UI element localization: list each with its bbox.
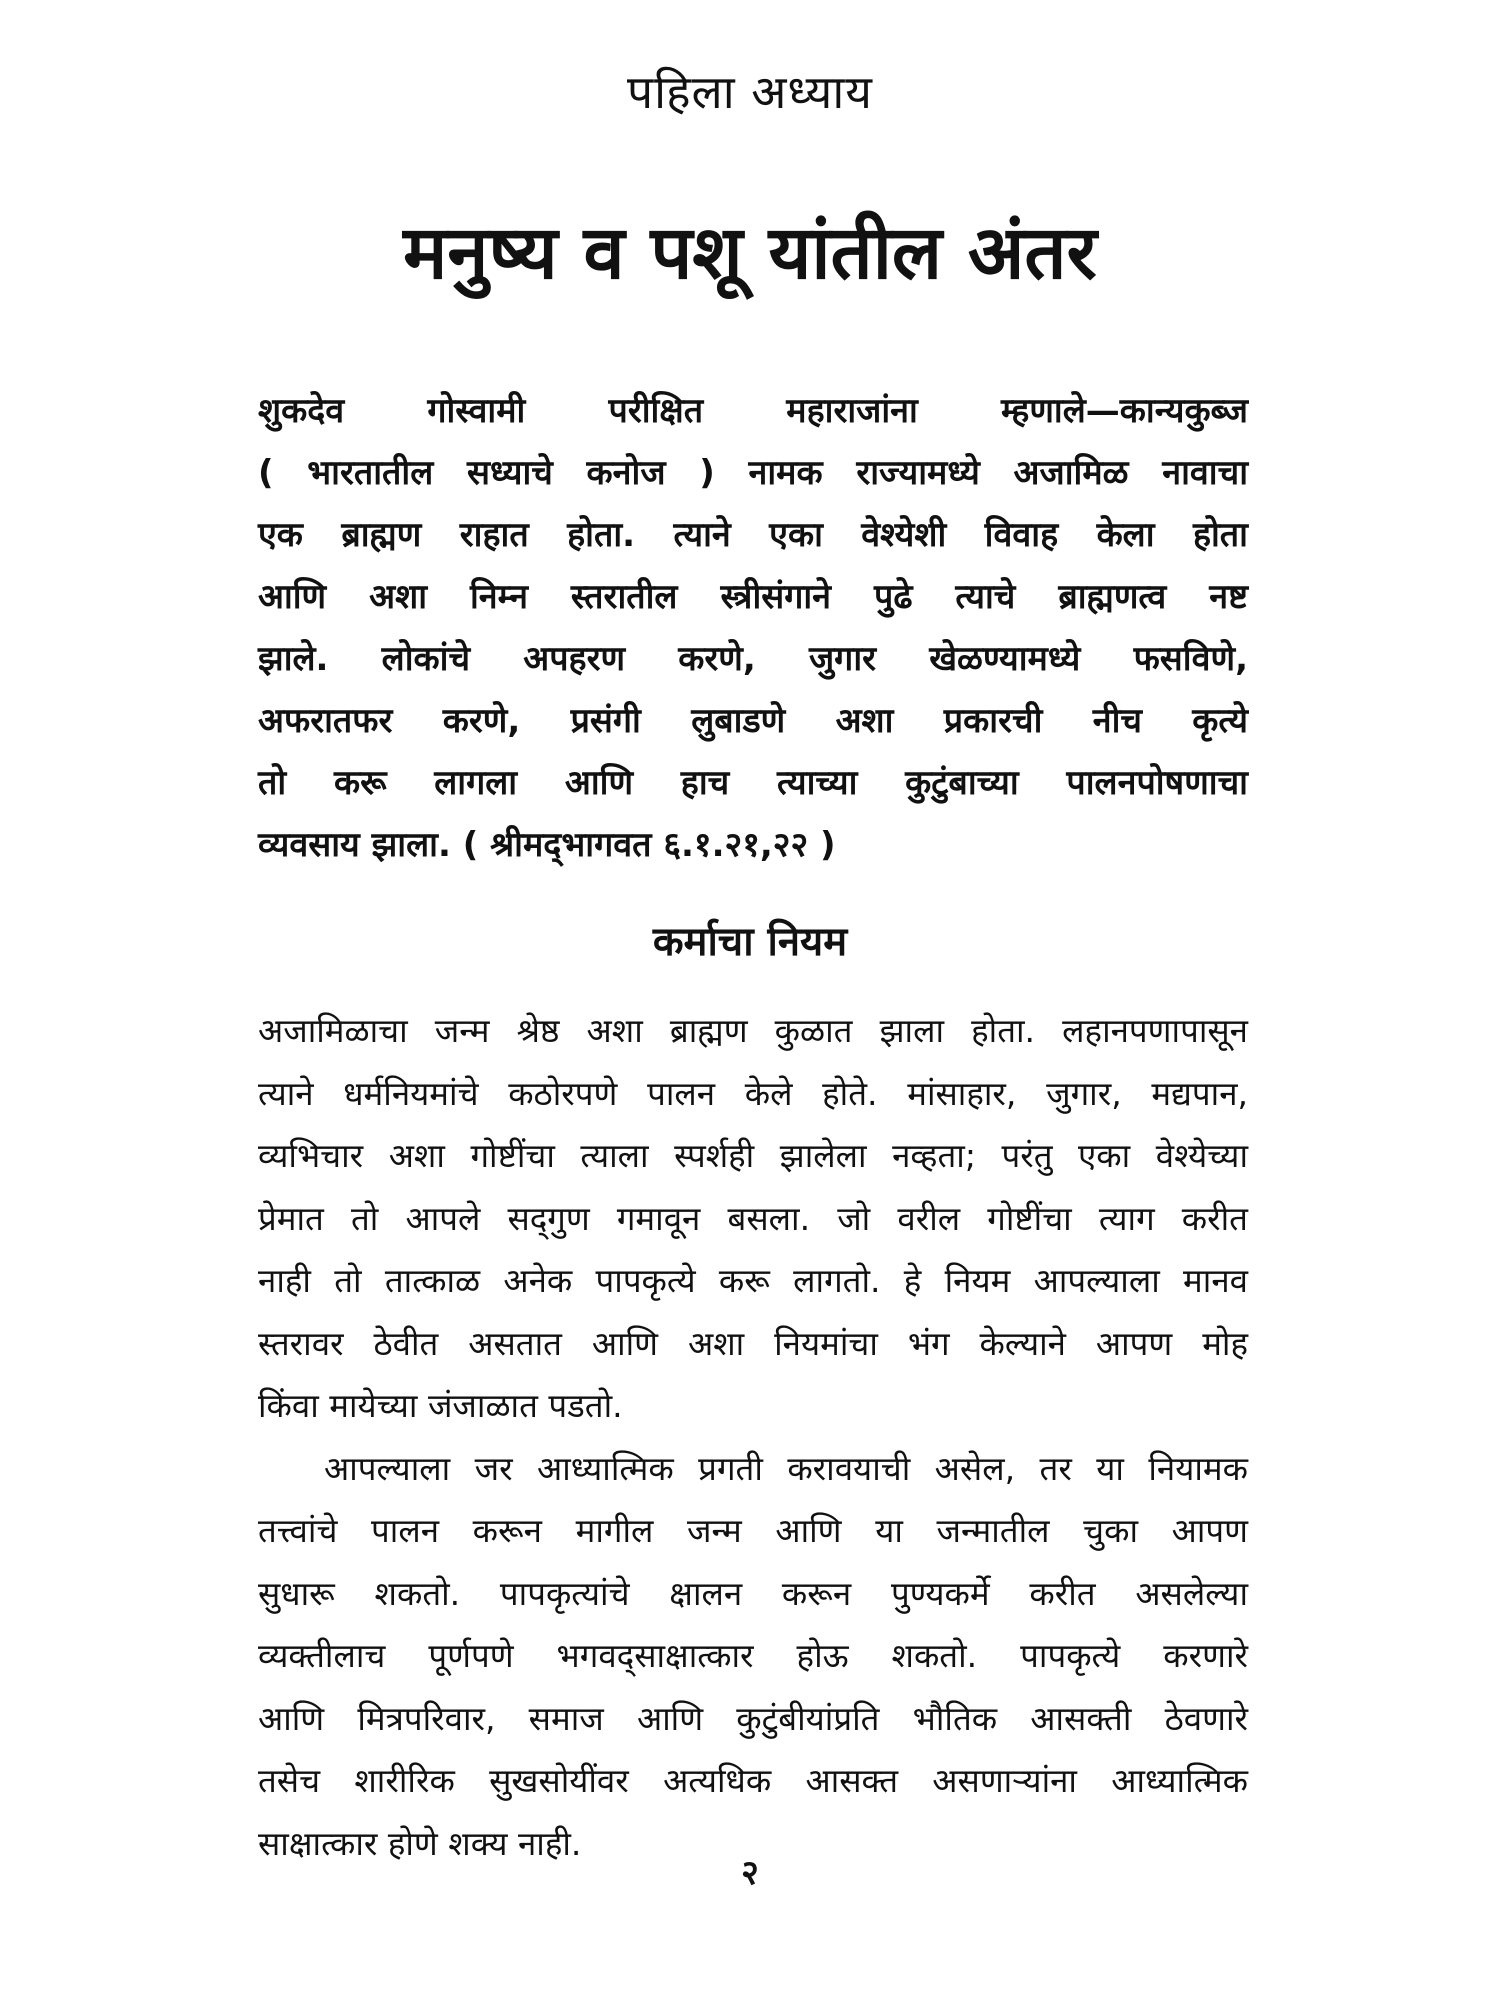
intro-line: शुकदेव गोस्वामी परीक्षित महाराजांना म्हणाले—कान्यकुब्ज — [258, 391, 1248, 431]
body-line: प्रेमात तो आपले सद्‌गुण गमावून बसला. जो वरील गोष्टींचा त्याग करीत — [258, 1198, 1248, 1238]
section-body — [258, 1000, 1248, 1875]
body-line: सुधारू शकतो. पापकृत्यांचे क्षालन करून पुण्यकर्मे करीत असलेल्या — [258, 1573, 1248, 1613]
intro-line: व्यवसाय झाला. ( श्रीमद्‌भागवत ६.१.२१,२२ ) — [258, 825, 836, 865]
intro-line: एक ब्राह्मण राहात होता. त्याने एका वेश्येशी विवाह केला होता — [258, 515, 1248, 555]
intro-line: ( भारतातील सध्याचे कनोज ) नामक राज्यामध्ये अजामिळ नावाचा — [258, 453, 1248, 493]
chapter-title: मनुष्य व पशू यांतील अंतर — [403, 210, 1097, 296]
intro-line: तो करू लागला आणि हाच त्याच्या कुटुंबाच्या पालनपोषणाचा — [258, 763, 1248, 803]
body-line: स्तरावर ठेवीत असतात आणि अशा नियमांचा भंग केल्याने आपण मोह — [258, 1323, 1248, 1363]
body-line: साक्षात्कार होणे शक्य नाही. — [258, 1823, 582, 1863]
body-line: अजामिळाचा जन्म श्रेष्ठ अशा ब्राह्मण कुळात झाला होता. लहानपणापासून — [258, 1011, 1248, 1050]
body-line: आणि मित्रपरिवार, समाज आणि कुटुंबीयांप्रति भौतिक आसक्ती ठेवणारे — [258, 1698, 1248, 1738]
body-line: व्यक्तीलाच पूर्णपणे भगवद्‌साक्षात्कार होऊ शकतो. पापकृत्ये करणारे — [258, 1636, 1248, 1675]
body-line: किंवा मायेच्या जंजाळात पडतो. — [258, 1386, 623, 1425]
body-line: नाही तो तात्काळ अनेक पापकृत्ये करू लागतो. हे नियम आपल्याला मानव — [258, 1261, 1248, 1300]
body-line: त्याने धर्मनियमांचे कठोरपणे पालन केले होते. मांसाहार, जुगार, मद्यपान, — [258, 1073, 1248, 1113]
intro-line: अफरातफर करणे, प्रसंगी लुबाडणे अशा प्रकारची नीच कृत्ये — [258, 701, 1248, 741]
chapter-label: पहिला अध्याय — [627, 65, 873, 119]
body-line: तत्त्वांचे पालन करून मागील जन्म आणि या जन्मातील चुका आपण — [258, 1511, 1248, 1550]
intro-paragraph — [258, 380, 1248, 876]
body-line: आपल्याला जर आध्यात्मिक प्रगती करावयाची असेल, तर या नियामक — [324, 1448, 1248, 1488]
intro-line: आणि अशा निम्न स्तरातील स्त्रीसंगाने पुढे त्याचे ब्राह्मणत्व नष्ट — [258, 577, 1248, 617]
body-line: व्यभिचार अशा गोष्टींचा त्याला स्पर्शही झालेला नव्हता; परंतु एका वेश्येच्या — [258, 1136, 1248, 1175]
section-heading: कर्माचा नियम — [652, 919, 848, 965]
page-number: २ — [741, 1853, 759, 1893]
body-line: तसेच शारीरिक सुखसोयींवर अत्यधिक आसक्त असणाऱ्यांना आध्यात्मिक — [258, 1761, 1248, 1800]
intro-line: झाले. लोकांचे अपहरण करणे, जुगार खेळण्यामध्ये फसविणे, — [258, 639, 1248, 679]
